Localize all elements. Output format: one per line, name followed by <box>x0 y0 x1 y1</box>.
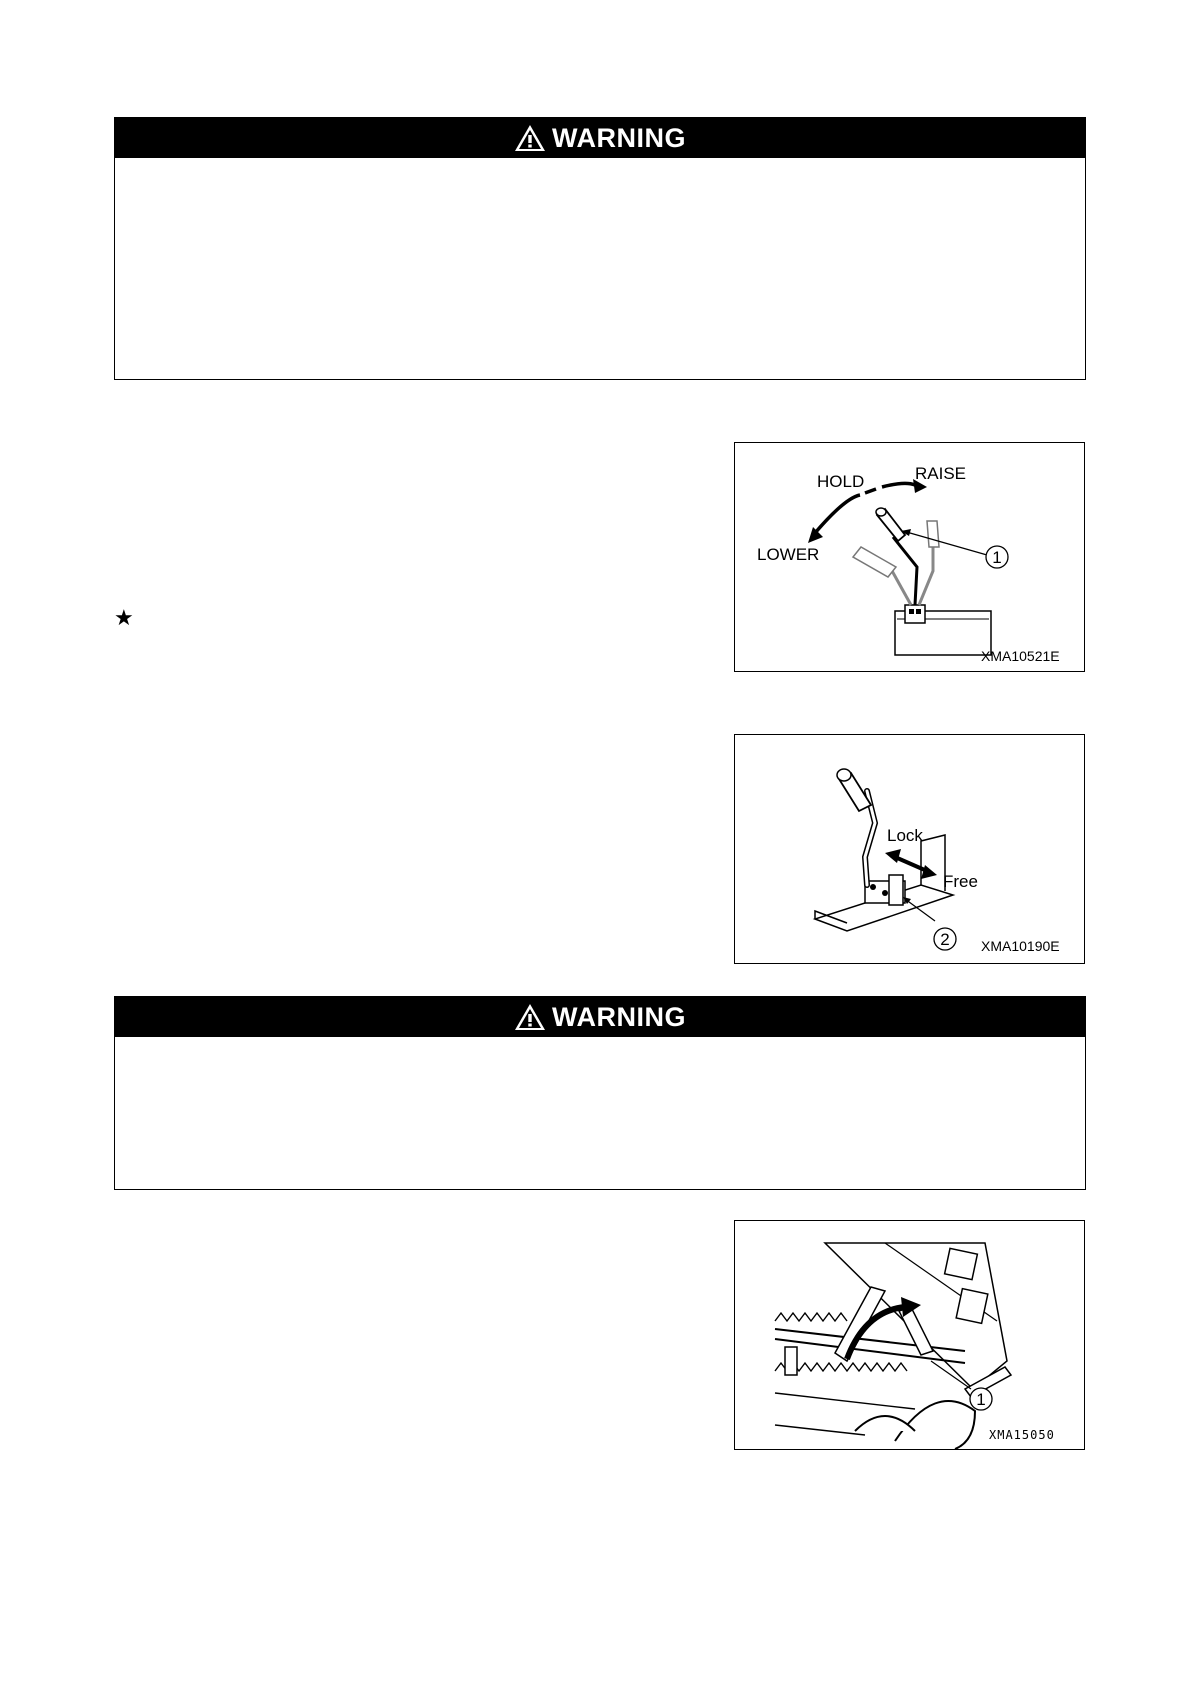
callout-1: 1 <box>992 548 1002 567</box>
warning-triangle-icon <box>514 1003 546 1031</box>
callout-2: 2 <box>940 930 950 949</box>
warning-box-1 <box>114 117 1086 380</box>
warning-box-2 <box>114 996 1086 1190</box>
label-lower: LOWER <box>757 545 820 564</box>
warning-header-2 <box>115 997 1085 1037</box>
warning-title-2: WARNING <box>552 1001 686 1032</box>
star-note-icon: ★ <box>114 606 134 631</box>
label-free: Free <box>943 872 978 891</box>
callout-3: 1 <box>976 1390 986 1409</box>
figure-lever-positions <box>734 442 1085 672</box>
warning-title-1: WARNING <box>552 122 686 153</box>
warning-triangle-icon <box>514 124 546 152</box>
label-hold: HOLD <box>817 472 865 491</box>
figure-code: XMA10190E <box>981 938 1060 954</box>
figure-lock-lever <box>734 734 1085 964</box>
label-raise: RAISE <box>915 464 967 483</box>
figure-body-support <box>734 1220 1085 1450</box>
label-lock: Lock <box>887 826 923 845</box>
figure-code: XMA15050 <box>989 1428 1055 1442</box>
warning-header-1 <box>115 118 1085 158</box>
figure-code: XMA10521E <box>981 648 1060 664</box>
